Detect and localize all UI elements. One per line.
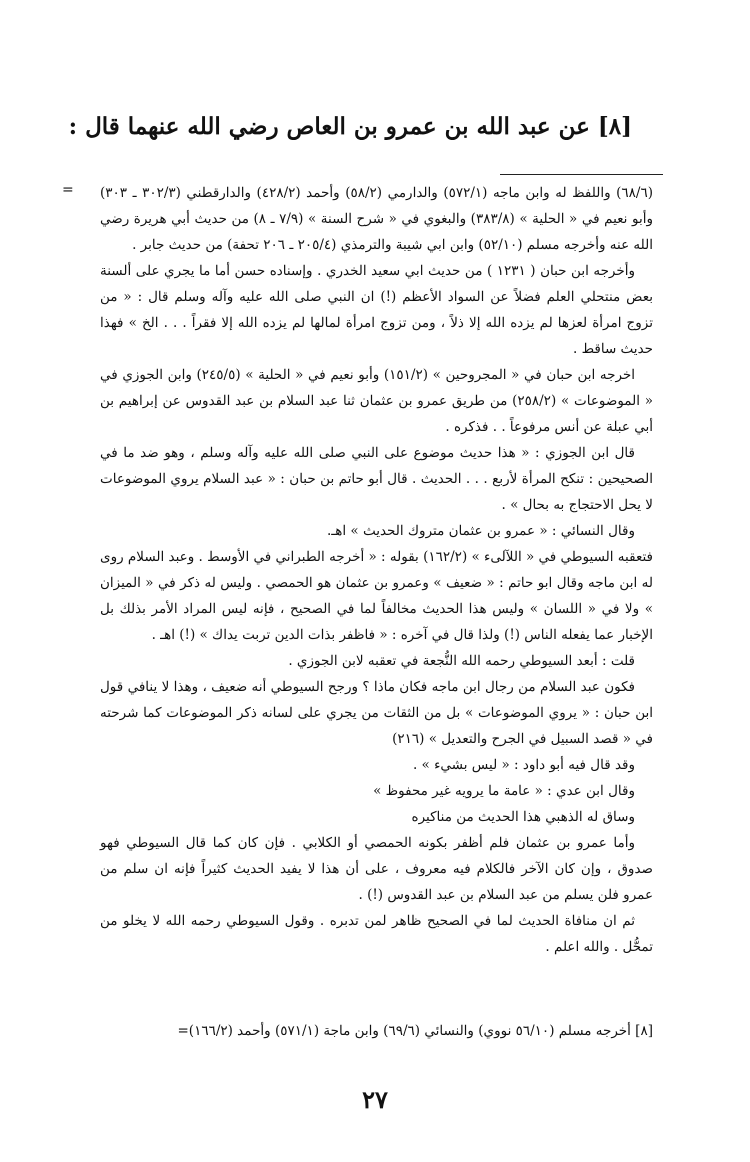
footnote-paragraph: وقال النسائي : « عمرو بن عثمان متروك الحديث » اهـ. [327, 523, 635, 539]
hadith-heading: [٨] عن عبد الله بن عمرو بن العاص رضي الله عنهما قال : [68, 113, 632, 140]
footnote-paragraph: وأما عمرو بن عثمان فلم أظفر بكونه الحمصي أو الكلابي . فإن كان كما قال السيوطي فهو صدوق ، وإن كان الآخر فالكلام فيه معروف ، على أن هذا لا يفيد الحديث كثيراً فإنه ان سلم من عمرو فلن يسلم من عبد السلام بن عبد القدوس (!) . [100, 835, 653, 903]
footnote-paragraph: وساق له الذهبي هذا الحديث من مناكيره [411, 809, 635, 825]
footnote-paragraph: فكون عبد السلام من رجال ابن ماجه فكان ماذا ؟ ورجح السيوطي أنه ضعيف ، وهذا لا ينافي قول ابن حبان : « يروي الموضوعات » بل من الثقات من يجري على لسانه ذكر الموضوعات كما شرحته في « قصد السبيل في الجرح والتعديل » (٢١٦) [100, 679, 653, 747]
footnote-paragraph: وأخرجه ابن حبان ( ١٢٣١ ) من حديث ابي سعيد الخدري . وإسناده حسن أما ما يجري على ألسنة بعض منتحلي العلم فضلاً عن السواد الأعظم (!) ان النبي صلى الله عليه وآله وسلم قال : « من تزوج امرأة لعزها لم يزده الله إلا ذلاً ، ومن تزوج امرأة لمالها لم يزده الله إلا فقراً . . . الخ » فهذا حديث ساقط . [100, 263, 653, 357]
footnote-paragraph: قلت : أبعد السيوطي رحمه الله النُّجعة في تعقبه لابن الجوزي . [288, 653, 635, 669]
footnote-paragraph: وقال ابن عدي : « عامة ما يرويه غير محفوظ » [373, 783, 635, 799]
hadith-footnote: [٨] أخرجه مسلم (٥٦/١٠ نووي) والنسائي (٦٩/٦) وابن ماجة (٥٧١/١) وأحمد (١٦٦/٢)= [177, 1023, 653, 1039]
footnote-paragraph: اخرجه ابن حبان في « المجروحين » (١٥١/٢) وأبو نعيم في « الحلية » (٢٤٥/٥) وابن الجوزي في « الموضوعات » (٢٥٨/٢) من طريق عمرو بن عثمان ثنا عبد السلام بن عبد القدوس عن إبراهيم بن أبي عبلة عن أنس مرفوعاً . . فذكره . [100, 367, 653, 435]
footnote-paragraph: (٦٨/٦) واللفظ له وابن ماجه (٥٧٢/١) والدارمي (٥٨/٢) وأحمد (٤٢٨/٢) والدارقطني (٣٠٢/٣ ـ ٣٠٣) وأبو نعيم في « الحلية » (٣٨٣/٨) والبغوي في « شرح السنة » (٧/٩ ـ ٨) من حديث أبي هريرة رضي الله عنه وأخرجه مسلم (٥٢/١٠) وابن ابي شيبة والترمذي (٢٠٥/٤ ـ ٢٠٦ تحفة) من حديث جابر . [100, 185, 653, 253]
footnotes-block [100, 180, 653, 960]
footnote-separator [500, 174, 663, 175]
page-number: ٢٧ [362, 1085, 388, 1114]
footnote-paragraph: قال ابن الجوزي : « هذا حديث موضوع على النبي صلى الله عليه وآله وسلم ، وهو ضد ما في الصحيحين : تنكح المرأة لأربع . . . الحديث . قال أبو حاتم بن حبان : « عبد السلام يروي الموضوعات لا يحل الاحتجاج به بحال » . [100, 445, 653, 513]
continuation-marker: = [62, 182, 74, 198]
footnote-paragraph: وقد قال فيه أبو داود : « ليس بشيء » . [412, 757, 635, 773]
footnote-paragraph: فتعقبه السيوطي في « اللآلىء » (١٦٢/٢) بقوله : « أخرجه الطبراني في الأوسط . وعبد السلام روى له ابن ماجه وقال ابو حاتم : « ضعيف » وعمرو بن عثمان هو الحمصي . وليس له ذكر في « الميزان » ولا في « اللسان » وليس هذا الحديث مخالفاً لما في الصحيح ، فإنه ليس المراد الأمر بذلك بل الإخبار عما يفعله الناس (!) ولذا قال في آخره : « فاظفر بذات الدين تربت يداك » (!) اهـ . [100, 549, 653, 643]
footnote-paragraph: ثم ان منافاة الحديث لما في الصحيح ظاهر لمن تدبره . وقول السيوطي رحمه الله لا يخلو من تمحُّل . والله اعلم . [100, 913, 653, 955]
